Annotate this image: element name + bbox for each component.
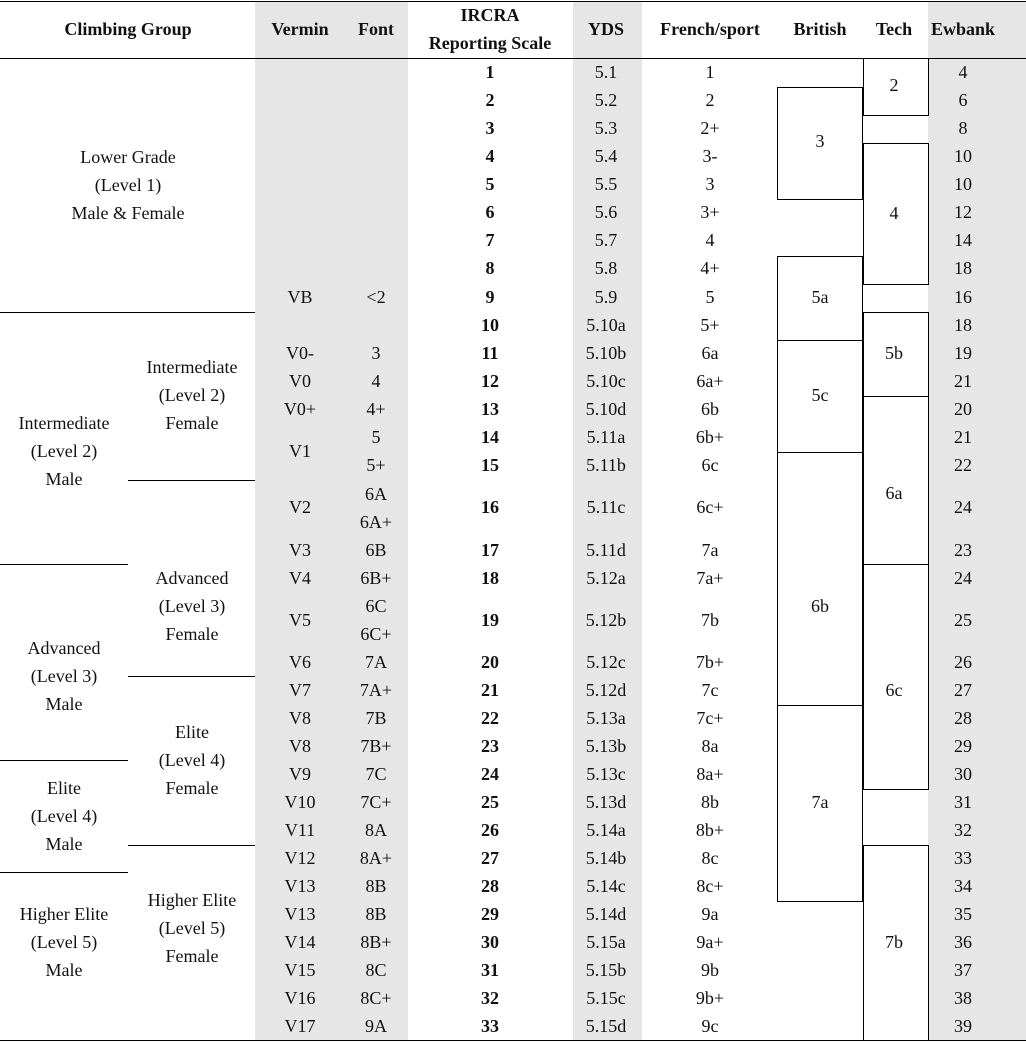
british-grade: 6b [811, 596, 829, 616]
vermin-cell: V8 [289, 736, 311, 756]
british-grade: 5c [811, 385, 829, 405]
font-cell: 8A [365, 820, 387, 840]
font-cell: 4 [371, 371, 381, 391]
ircra-cell: 21 [481, 680, 499, 700]
ewbank-cell: 20 [954, 399, 972, 419]
divider-elite-male [0, 872, 128, 873]
ewbank-cell: 23 [954, 540, 972, 560]
group-intermediate-female-line2: (Level 2) [158, 385, 226, 405]
rule-top [0, 1, 1026, 2]
vermin-cell: V7 [289, 680, 311, 700]
ewbank-cell: 6 [958, 90, 968, 110]
header-ircra-line2: Reporting Scale [428, 33, 552, 53]
french-cell: 6a [701, 343, 719, 363]
yds-cell: 5.14d [585, 904, 627, 924]
vermin-cell: V15 [284, 960, 316, 980]
vermin-cell: V5 [289, 610, 311, 630]
group-elite-female-line3: Female [165, 778, 219, 798]
yds-cell: 5.11a [586, 427, 626, 447]
ircra-cell: 17 [481, 540, 499, 560]
ewbank-cell: 14 [954, 230, 972, 250]
header-climbing-group: Climbing Group [64, 19, 192, 39]
font-cell: 6A+ [359, 512, 393, 532]
yds-cell: 5.13c [586, 764, 626, 784]
ewbank-cell: 22 [954, 455, 972, 475]
ircra-cell: 20 [481, 652, 499, 672]
ircra-cell: 13 [481, 399, 499, 419]
group-lower-line1: Lower Grade [80, 147, 176, 167]
font-cell: <2 [366, 287, 386, 307]
vermin-cell: V2 [289, 497, 311, 517]
ewbank-cell: 30 [954, 764, 972, 784]
font-cell: 7A [365, 652, 387, 672]
french-cell: 4+ [700, 258, 720, 278]
tech-grade: 5b [885, 343, 903, 363]
group-higher-elite-female-line2: (Level 5) [158, 918, 226, 938]
ircra-cell: 3 [485, 118, 495, 138]
font-cell: 8A+ [359, 848, 393, 868]
french-cell: 7b+ [695, 652, 725, 672]
french-cell: 8a+ [696, 764, 724, 784]
british-grade: 5a [811, 287, 829, 307]
group-intermediate-female-line3: Female [165, 413, 219, 433]
font-cell: 7C+ [360, 792, 392, 812]
ircra-cell: 25 [481, 792, 499, 812]
ewbank-cell: 10 [954, 146, 972, 166]
ircra-cell: 12 [481, 371, 499, 391]
british-grade: 7a [811, 792, 829, 812]
ewbank-cell: 36 [954, 932, 972, 952]
font-cell: 8B [365, 876, 387, 896]
ircra-cell: 33 [481, 1016, 499, 1036]
font-cell: 8B [365, 904, 387, 924]
french-cell: 9b+ [695, 988, 725, 1008]
yds-cell: 5.4 [594, 146, 618, 166]
group-lower-line2: (Level 1) [94, 175, 162, 195]
header-tech: Tech [875, 19, 913, 39]
font-cell: 6A [365, 484, 387, 504]
group-elite-male-line2: (Level 4) [30, 806, 98, 826]
font-cell: 6C+ [360, 624, 392, 644]
vermin-cell: V0+ [283, 399, 317, 419]
vermin-cell: V9 [289, 764, 311, 784]
ircra-cell: 5 [485, 174, 495, 194]
ircra-cell: 16 [481, 497, 499, 517]
yds-cell: 5.13b [585, 736, 627, 756]
yds-cell: 5.15d [585, 1016, 627, 1036]
french-cell: 7a [701, 540, 719, 560]
french-cell: 4 [705, 230, 715, 250]
vermin-cell: V4 [289, 568, 311, 588]
ircra-cell: 30 [481, 932, 499, 952]
group-elite-female-line1: Elite [175, 722, 209, 742]
yds-cell: 5.7 [594, 230, 618, 250]
french-cell: 7c [701, 680, 719, 700]
vermin-cell: V3 [289, 540, 311, 560]
yds-cell: 5.15a [586, 932, 626, 952]
font-cell: 8B+ [360, 932, 392, 952]
french-cell: 7b [701, 610, 719, 630]
ircra-cell: 23 [481, 736, 499, 756]
yds-cell: 5.3 [594, 118, 618, 138]
ircra-cell: 1 [485, 62, 495, 82]
french-cell: 6b [701, 399, 719, 419]
yds-cell: 5.15b [585, 960, 627, 980]
ewbank-cell: 27 [954, 680, 972, 700]
french-cell: 8c [701, 848, 719, 868]
french-cell: 6c [701, 455, 719, 475]
ewbank-cell: 21 [954, 371, 972, 391]
group-higher-elite-male-line2: (Level 5) [30, 932, 98, 952]
french-cell: 8b [701, 792, 719, 812]
french-cell: 2 [705, 90, 715, 110]
font-cell: 7B+ [360, 736, 392, 756]
ircra-cell: 8 [485, 258, 495, 278]
ircra-cell: 28 [481, 876, 499, 896]
ircra-cell: 19 [481, 610, 499, 630]
divider-lower-grade [0, 312, 255, 313]
shade-ewbank [928, 2, 1026, 1040]
yds-cell: 5.10a [586, 315, 626, 335]
font-cell: 9A [365, 1016, 387, 1036]
yds-cell: 5.11b [586, 455, 626, 475]
tech-grade: 7b [885, 932, 903, 952]
group-higher-elite-female-line3: Female [165, 946, 219, 966]
group-intermediate-male-line1: Intermediate [18, 413, 110, 433]
french-cell: 7a+ [696, 568, 724, 588]
font-cell: 7C [365, 764, 387, 784]
ircra-cell: 7 [485, 230, 495, 250]
divider-elite-female [128, 845, 255, 846]
font-cell: 6B+ [360, 568, 392, 588]
ircra-cell: 26 [481, 820, 499, 840]
group-advanced-male-line1: Advanced [27, 638, 101, 658]
french-cell: 5 [705, 287, 715, 307]
vermin-cell: V13 [284, 904, 316, 924]
vermin-cell: V6 [289, 652, 311, 672]
french-cell: 9c [701, 1016, 719, 1036]
yds-cell: 5.10c [586, 371, 626, 391]
group-advanced-male-line2: (Level 3) [30, 666, 98, 686]
ewbank-cell: 18 [954, 258, 972, 278]
yds-cell: 5.12d [585, 680, 627, 700]
ircra-cell: 29 [481, 904, 499, 924]
ewbank-cell: 12 [954, 202, 972, 222]
header-british: British [793, 19, 847, 39]
ircra-cell: 9 [485, 287, 495, 307]
tech-box-6c [863, 564, 929, 790]
vermin-cell: V13 [284, 876, 316, 896]
vermin-cell: V16 [284, 988, 316, 1008]
french-cell: 9b [701, 960, 719, 980]
french-cell: 3 [705, 174, 715, 194]
group-lower-line3: Male & Female [71, 203, 185, 223]
french-cell: 8c+ [696, 876, 724, 896]
french-cell: 6b+ [695, 427, 725, 447]
font-cell: 8C+ [360, 988, 392, 1008]
yds-cell: 5.15c [586, 988, 626, 1008]
yds-cell: 5.14a [586, 820, 626, 840]
header-ircra-line1: IRCRA [460, 5, 520, 25]
yds-cell: 5.8 [594, 258, 618, 278]
ircra-cell: 24 [481, 764, 499, 784]
vermin-cell: V11 [284, 820, 316, 840]
vermin-cell: V1 [289, 441, 311, 461]
group-advanced-female-line1: Advanced [155, 568, 229, 588]
french-cell: 8a [701, 736, 719, 756]
divider-intermediate-male [0, 564, 128, 565]
yds-cell: 5.5 [594, 174, 618, 194]
ewbank-cell: 39 [954, 1016, 972, 1036]
font-cell: 4+ [366, 399, 386, 419]
group-advanced-female-line3: Female [165, 624, 219, 644]
font-cell: 8C [365, 960, 387, 980]
ewbank-cell: 28 [954, 708, 972, 728]
ewbank-cell: 32 [954, 820, 972, 840]
french-cell: 6c+ [696, 497, 724, 517]
divider-advanced-male [0, 760, 128, 761]
french-cell: 2+ [700, 118, 720, 138]
ewbank-cell: 33 [954, 848, 972, 868]
ewbank-cell: 25 [954, 610, 972, 630]
french-cell: 7c+ [696, 708, 724, 728]
yds-cell: 5.13d [585, 792, 627, 812]
yds-cell: 5.10d [585, 399, 627, 419]
header-yds: YDS [587, 19, 625, 39]
ewbank-cell: 37 [954, 960, 972, 980]
group-higher-elite-male-line1: Higher Elite [19, 904, 109, 924]
french-cell: 6a+ [696, 371, 724, 391]
group-intermediate-female-line1: Intermediate [146, 357, 238, 377]
vermin-cell: V12 [284, 848, 316, 868]
ewbank-cell: 19 [954, 343, 972, 363]
french-cell: 3+ [700, 202, 720, 222]
ircra-cell: 10 [481, 315, 499, 335]
yds-cell: 5.10b [585, 343, 627, 363]
font-cell: 5 [371, 427, 381, 447]
vermin-cell: VB [287, 287, 313, 307]
header-font: Font [358, 19, 394, 39]
yds-cell: 5.11d [586, 540, 626, 560]
ewbank-cell: 35 [954, 904, 972, 924]
ircra-cell: 22 [481, 708, 499, 728]
ewbank-cell: 31 [954, 792, 972, 812]
font-cell: 5+ [366, 455, 386, 475]
french-cell: 1 [705, 62, 715, 82]
ewbank-cell: 29 [954, 736, 972, 756]
ircra-cell: 11 [481, 343, 499, 363]
french-cell: 9a [701, 904, 719, 924]
ewbank-cell: 26 [954, 652, 972, 672]
tech-grade: 6a [885, 483, 903, 503]
ewbank-cell: 16 [954, 287, 972, 307]
ircra-cell: 18 [481, 568, 499, 588]
group-elite-female-line2: (Level 4) [158, 750, 226, 770]
ewbank-cell: 8 [958, 118, 968, 138]
ircra-cell: 6 [485, 202, 495, 222]
french-cell: 5+ [700, 315, 720, 335]
ewbank-cell: 4 [958, 62, 968, 82]
vermin-cell: V0- [286, 343, 314, 363]
yds-cell: 5.12a [586, 568, 626, 588]
group-intermediate-male-line3: Male [45, 469, 83, 489]
group-advanced-male-line3: Male [45, 694, 83, 714]
font-cell: 7B [365, 708, 387, 728]
vermin-cell: V14 [284, 932, 316, 952]
yds-cell: 5.14c [586, 876, 626, 896]
british-grade: 3 [815, 131, 825, 151]
font-cell: 6C [365, 596, 387, 616]
ircra-cell: 32 [481, 988, 499, 1008]
vermin-cell: V10 [284, 792, 316, 812]
ewbank-cell: 10 [954, 174, 972, 194]
ewbank-cell: 18 [954, 315, 972, 335]
group-higher-elite-female-line1: Higher Elite [147, 890, 237, 910]
yds-cell: 5.6 [594, 202, 618, 222]
french-cell: 8b+ [695, 820, 725, 840]
yds-cell: 5.14b [585, 848, 627, 868]
group-intermediate-male-line2: (Level 2) [30, 441, 98, 461]
header-ewbank: Ewbank [930, 19, 996, 39]
ewbank-cell: 38 [954, 988, 972, 1008]
yds-cell: 5.11c [586, 497, 626, 517]
ircra-cell: 27 [481, 848, 499, 868]
vermin-cell: V0 [289, 371, 311, 391]
divider-intermediate-female [128, 480, 255, 481]
font-cell: 6B [365, 540, 387, 560]
yds-cell: 5.12b [585, 610, 627, 630]
tech-grade: 4 [889, 203, 899, 223]
yds-cell: 5.13a [586, 708, 626, 728]
font-cell: 3 [371, 343, 381, 363]
ircra-cell: 2 [485, 90, 495, 110]
ewbank-cell: 24 [954, 497, 972, 517]
tech-grade: 6c [885, 680, 903, 700]
group-advanced-female-line2: (Level 3) [158, 596, 226, 616]
header-vermin: Vermin [271, 19, 329, 39]
french-cell: 9a+ [696, 932, 724, 952]
group-higher-elite-male-line3: Male [45, 960, 83, 980]
yds-cell: 5.1 [594, 62, 618, 82]
vermin-cell: V17 [284, 1016, 316, 1036]
group-elite-male-line1: Elite [47, 778, 81, 798]
tech-grade: 2 [889, 75, 899, 95]
yds-cell: 5.9 [594, 287, 618, 307]
header-french: French/sport [660, 19, 760, 39]
ircra-cell: 15 [481, 455, 499, 475]
tech-box-6a [863, 396, 929, 565]
yds-cell: 5.2 [594, 90, 618, 110]
yds-cell: 5.12c [586, 652, 626, 672]
ewbank-cell: 21 [954, 427, 972, 447]
vermin-cell: V8 [289, 708, 311, 728]
french-cell: 3- [702, 146, 718, 166]
ewbank-cell: 34 [954, 876, 972, 896]
group-elite-male-line3: Male [45, 834, 83, 854]
ircra-cell: 4 [485, 146, 495, 166]
font-cell: 7A+ [359, 680, 393, 700]
ircra-cell: 31 [481, 960, 499, 980]
british-box-6b [777, 452, 863, 706]
ircra-cell: 14 [481, 427, 499, 447]
ewbank-cell: 24 [954, 568, 972, 588]
divider-advanced-female [128, 676, 255, 677]
